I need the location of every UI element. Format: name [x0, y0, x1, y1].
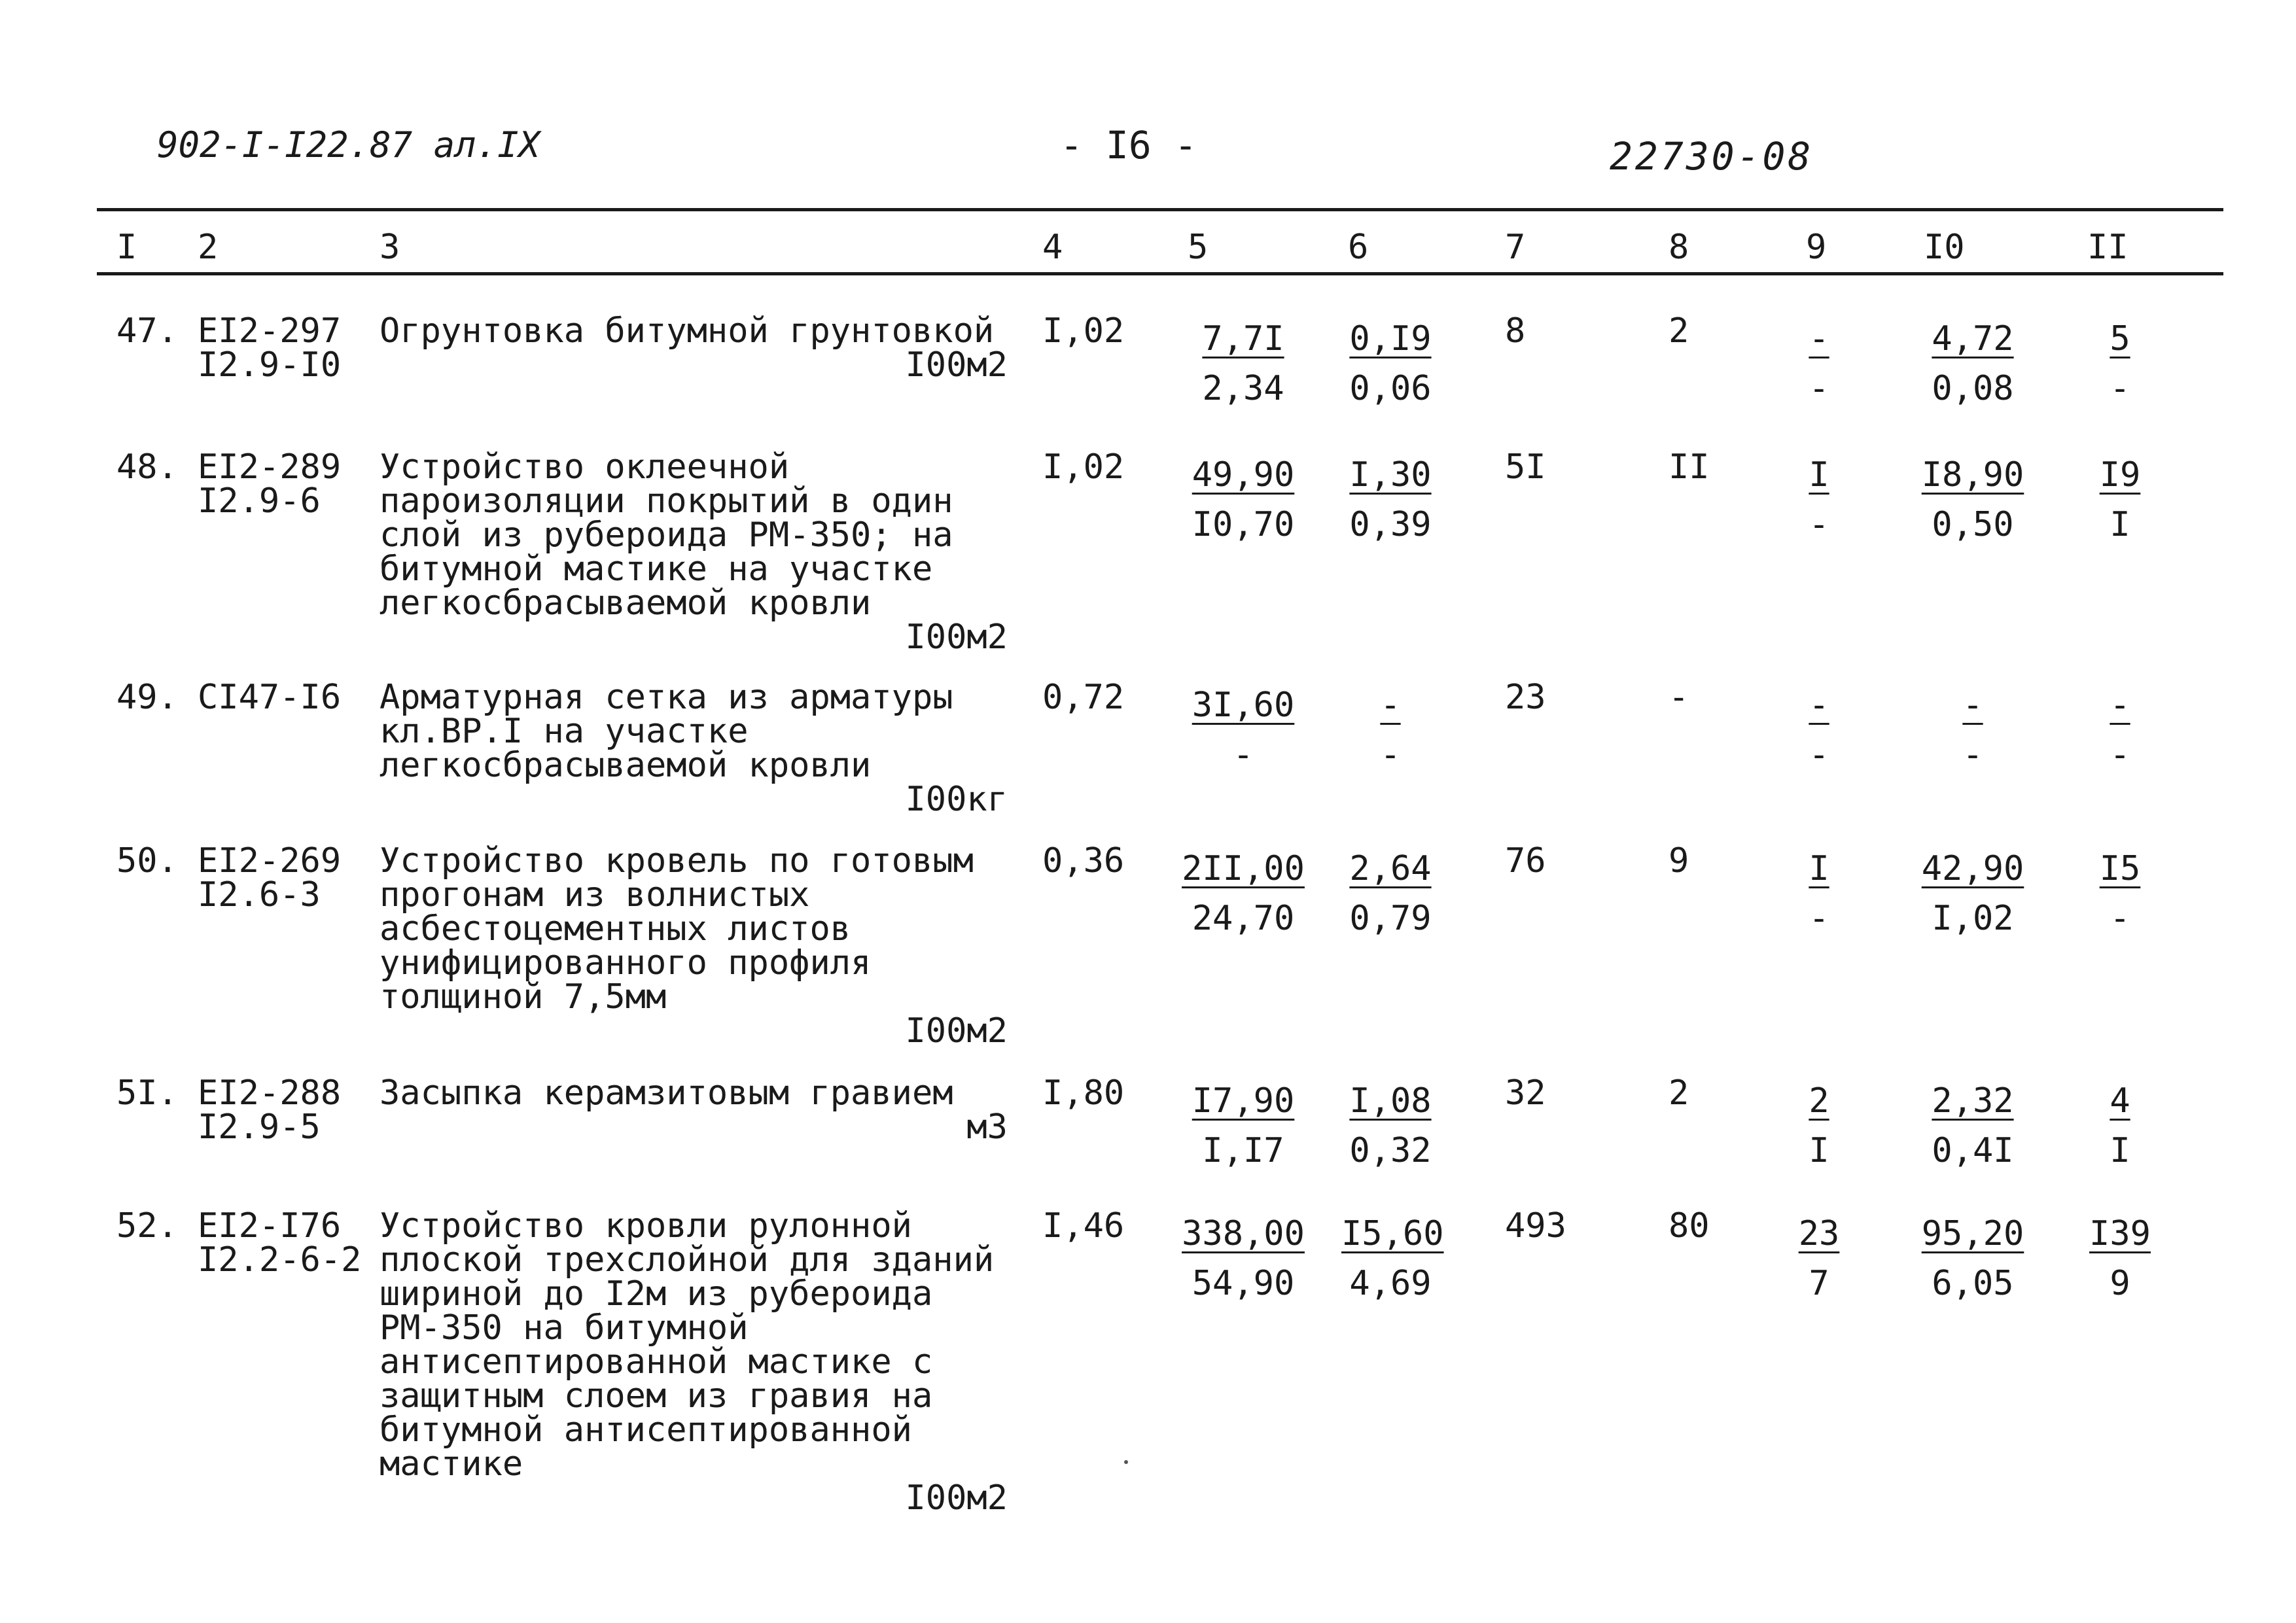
- column-header: 2: [198, 228, 219, 267]
- col5-lower: I0,70: [1192, 505, 1295, 544]
- col9-lower: -: [1809, 505, 1829, 544]
- col6-value: [1341, 680, 1439, 780]
- col11-lower: I: [2110, 505, 2130, 544]
- item-number: 49.: [116, 678, 178, 717]
- col9-upper: I: [1809, 455, 1829, 495]
- item-number: 48.: [116, 447, 178, 487]
- inventory-number: 22730-08: [1610, 134, 1814, 179]
- rate-code: [198, 311, 342, 385]
- col9-upper: I: [1809, 849, 1829, 888]
- col10-value: [1917, 314, 2028, 413]
- col10-upper: 4,72: [1932, 319, 2014, 358]
- table-header-rule: [97, 272, 2223, 275]
- description-text: Засыпка керамзитовым гравием: [380, 1073, 953, 1113]
- col5-upper: 3I,60: [1192, 686, 1295, 725]
- col10-upper: 42,90: [1921, 849, 2024, 888]
- col6-lower: 0,32: [1349, 1131, 1432, 1170]
- col10-lower: 6,05: [1932, 1264, 2014, 1303]
- col8-value: 80: [1669, 1206, 1710, 1246]
- col10-lower: 0,08: [1932, 369, 2014, 408]
- col7-value: 5I: [1505, 447, 1546, 487]
- col11-upper: 5: [2110, 319, 2130, 358]
- rate-code: [198, 447, 342, 521]
- rate-code-primary: EI2-269: [198, 841, 342, 881]
- col10-value: [1917, 1209, 2028, 1308]
- col11-upper: I9: [2099, 455, 2141, 495]
- col9-value: [1780, 844, 1858, 943]
- col5-upper: 338,00: [1182, 1214, 1305, 1253]
- col10-lower: -: [1962, 735, 1983, 775]
- rate-code-secondary: I2.9-6: [198, 481, 321, 521]
- description-text: Огрунтовка битумной грунтовкой: [380, 311, 995, 351]
- col10-value: [1917, 1076, 2028, 1176]
- col9-lower: I: [1809, 1131, 1829, 1170]
- col8-value: 2: [1669, 1073, 1689, 1113]
- description-text: Устройство кровель по готовым прогонам из волнистых асбестоцементных листов унифицированного профиля толщиной 7,5мм: [380, 841, 974, 1017]
- rate-code: [198, 841, 342, 915]
- col6-upper: I5,60: [1341, 1214, 1444, 1253]
- col11-upper: -: [2110, 686, 2130, 725]
- col5-upper: 7,7I: [1202, 319, 1284, 358]
- col6-upper: I,08: [1349, 1081, 1432, 1121]
- col5-lower: 24,70: [1192, 899, 1295, 938]
- col10-upper: -: [1962, 686, 1983, 725]
- col6-lower: 0,39: [1349, 505, 1432, 544]
- col11-value: [2081, 450, 2159, 550]
- col9-lower: 7: [1809, 1264, 1829, 1303]
- col6-value: [1341, 844, 1439, 943]
- unit-of-measure: I00м2: [905, 618, 1008, 657]
- work-description: [380, 311, 1034, 385]
- col10-lower: 0,4I: [1932, 1131, 2014, 1170]
- col5-lower: 54,90: [1192, 1264, 1295, 1303]
- page-number: - I6 -: [1060, 123, 1197, 167]
- unit-of-measure: м3: [966, 1108, 1008, 1147]
- table-top-rule: [97, 208, 2223, 211]
- column-header: 5: [1188, 228, 1209, 267]
- col5-value: [1178, 314, 1309, 413]
- quantity: I,46: [1042, 1206, 1125, 1246]
- rate-code: [198, 1073, 342, 1147]
- col5-upper: 49,90: [1192, 455, 1295, 495]
- column-header: 3: [380, 228, 400, 267]
- col6-upper: 2,64: [1349, 849, 1432, 888]
- column-header: 7: [1505, 228, 1526, 267]
- col7-value: 32: [1505, 1073, 1546, 1113]
- col5-upper: I7,90: [1192, 1081, 1295, 1121]
- col11-value: [2081, 1209, 2159, 1308]
- description-text: Устройство оклеечной пароизоляции покрытий в один слой из рубероида РМ-350; на битумной мастике на участке легкосбрасываемой кровли: [380, 447, 953, 623]
- quantity: 0,36: [1042, 841, 1125, 881]
- col9-value: [1780, 450, 1858, 550]
- col11-upper: 4: [2110, 1081, 2130, 1121]
- col10-upper: 95,20: [1921, 1214, 2024, 1253]
- col10-value: [1917, 680, 2028, 780]
- scan-speck: [1124, 1460, 1128, 1464]
- col8-value: II: [1669, 447, 1710, 487]
- col6-value: [1341, 1209, 1444, 1308]
- quantity: I,02: [1042, 311, 1125, 351]
- col11-lower: -: [2110, 899, 2130, 938]
- col9-value: [1780, 314, 1858, 413]
- unit-of-measure: I00м2: [905, 345, 1008, 385]
- work-description: [380, 1073, 1034, 1147]
- col7-value: 8: [1505, 311, 1526, 351]
- col6-lower: 0,79: [1349, 899, 1432, 938]
- col5-lower: -: [1233, 735, 1254, 775]
- col10-upper: 2,32: [1932, 1081, 2014, 1121]
- col9-upper: -: [1809, 686, 1829, 725]
- col5-value: [1178, 680, 1309, 780]
- rate-code-primary: CI47-I6: [198, 678, 342, 717]
- col10-value: [1917, 844, 2028, 943]
- col11-upper: I5: [2099, 849, 2141, 888]
- col10-value: [1917, 450, 2028, 550]
- rate-code-primary: EI2-288: [198, 1073, 342, 1113]
- col8-value: 2: [1669, 311, 1689, 351]
- col10-lower: I,02: [1932, 899, 2014, 938]
- col9-value: [1780, 680, 1858, 780]
- col9-value: [1780, 1209, 1858, 1308]
- col7-value: 493: [1505, 1206, 1566, 1246]
- col6-lower: -: [1380, 735, 1401, 775]
- col11-value: [2081, 844, 2159, 943]
- rate-code: [198, 1206, 362, 1280]
- rate-code-secondary: I2.9-5: [198, 1108, 321, 1147]
- rate-code-primary: EI2-289: [198, 447, 342, 487]
- col7-value: 76: [1505, 841, 1546, 881]
- col9-upper: -: [1809, 319, 1829, 358]
- column-header: I0: [1924, 228, 1965, 267]
- quantity: 0,72: [1042, 678, 1125, 717]
- rate-code-primary: EI2-297: [198, 311, 342, 351]
- item-number: 52.: [116, 1206, 178, 1246]
- col11-lower: -: [2110, 735, 2130, 775]
- item-number: 50.: [116, 841, 178, 881]
- rate-code-secondary: I2.9-I0: [198, 345, 342, 385]
- column-header: I: [116, 228, 137, 267]
- col5-upper: 2II,00: [1182, 849, 1305, 888]
- work-description: [380, 678, 1034, 819]
- column-header: 6: [1348, 228, 1369, 267]
- rate-code: [198, 678, 342, 717]
- column-header: 4: [1042, 228, 1063, 267]
- col6-value: [1341, 450, 1439, 550]
- item-number: 5I.: [116, 1073, 178, 1113]
- description-text: Арматурная сетка из арматуры кл.ВР.I на участке легкосбрасываемой кровли: [380, 678, 953, 785]
- col11-lower: I: [2110, 1131, 2130, 1170]
- col8-value: -: [1669, 678, 1689, 717]
- rate-code-secondary: I2.6-3: [198, 875, 321, 915]
- column-header: 8: [1669, 228, 1689, 267]
- unit-of-measure: I00кг: [905, 780, 1008, 819]
- document-code: 902-I-I22.87 ал.IX: [157, 124, 540, 166]
- unit-of-measure: I00м2: [905, 1011, 1008, 1051]
- col11-value: [2081, 314, 2159, 413]
- col9-value: [1780, 1076, 1858, 1176]
- column-header: 9: [1806, 228, 1827, 267]
- col11-lower: -: [2110, 369, 2130, 408]
- column-header: II: [2087, 228, 2128, 267]
- col6-value: [1341, 314, 1439, 413]
- work-description: [380, 841, 1034, 1051]
- col6-upper: I,30: [1349, 455, 1432, 495]
- col9-upper: 23: [1798, 1214, 1840, 1253]
- col6-upper: 0,I9: [1349, 319, 1432, 358]
- rate-code-secondary: I2.2-6-2: [198, 1240, 362, 1280]
- col9-lower: -: [1809, 899, 1829, 938]
- rate-code-primary: EI2-I76: [198, 1206, 342, 1246]
- col5-value: [1178, 1209, 1309, 1308]
- col8-value: 9: [1669, 841, 1689, 881]
- item-number: 47.: [116, 311, 178, 351]
- col6-value: [1341, 1076, 1439, 1176]
- col6-lower: 4,69: [1349, 1264, 1432, 1303]
- col11-value: [2081, 1076, 2159, 1176]
- col5-lower: 2,34: [1202, 369, 1284, 408]
- quantity: I,02: [1042, 447, 1125, 487]
- col5-value: [1178, 1076, 1309, 1176]
- col6-lower: 0,06: [1349, 369, 1432, 408]
- col6-upper: -: [1380, 686, 1401, 725]
- description-text: Устройство кровли рулонной плоской трехслойной для зданий шириной до I2м из рубероида РМ-350 на битумной антисептированной мастике с защитным слоем из гравия на битумной антисептированной мастике: [380, 1206, 995, 1484]
- col11-value: [2081, 680, 2159, 780]
- col9-lower: -: [1809, 735, 1829, 775]
- col10-upper: I8,90: [1921, 455, 2024, 495]
- quantity: I,80: [1042, 1073, 1125, 1113]
- col7-value: 23: [1505, 678, 1546, 717]
- col11-upper: I39: [2089, 1214, 2151, 1253]
- col9-lower: -: [1809, 369, 1829, 408]
- col10-lower: 0,50: [1932, 505, 2014, 544]
- unit-of-measure: I00м2: [905, 1478, 1008, 1518]
- col5-value: [1178, 450, 1309, 550]
- work-description: [380, 447, 1034, 657]
- col5-value: [1178, 844, 1309, 943]
- col5-lower: I,I7: [1202, 1131, 1284, 1170]
- col9-upper: 2: [1809, 1081, 1829, 1121]
- col11-lower: 9: [2110, 1264, 2130, 1303]
- work-description: [380, 1206, 1034, 1518]
